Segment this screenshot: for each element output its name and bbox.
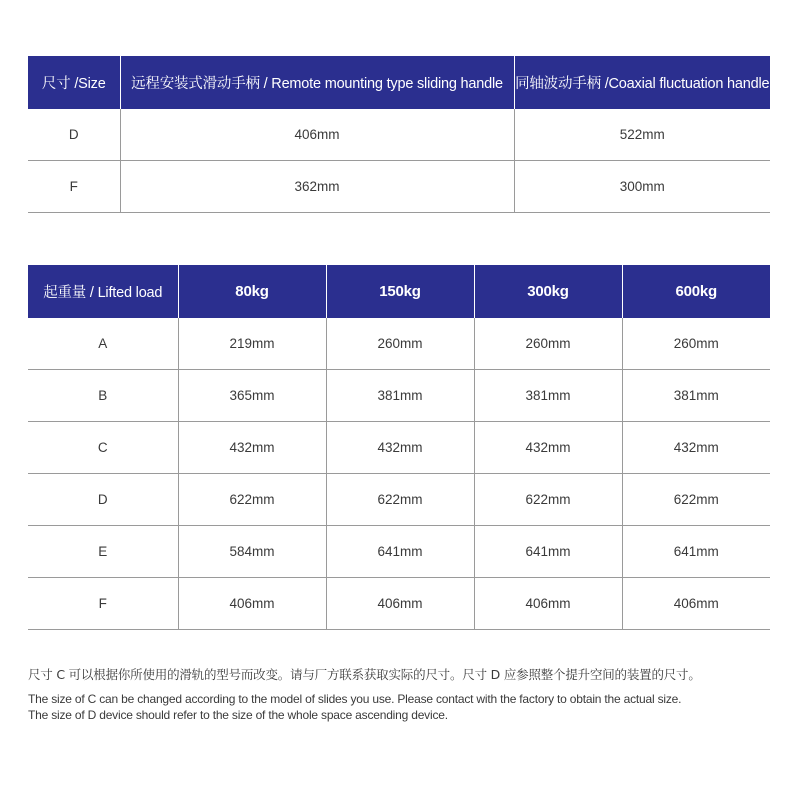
value-cell: 622mm <box>622 474 770 526</box>
row-label-cell: F <box>28 161 120 213</box>
load-header-cell: 300kg <box>474 265 622 318</box>
value-cell: 260mm <box>474 318 622 370</box>
value-cell: 381mm <box>622 370 770 422</box>
value-cell: 622mm <box>474 474 622 526</box>
value-cell: 260mm <box>326 318 474 370</box>
value-cell: 406mm <box>622 578 770 630</box>
row-label-cell: F <box>28 578 178 630</box>
value-cell: 406mm <box>120 109 514 161</box>
table-row <box>28 161 770 213</box>
value-cell: 406mm <box>326 578 474 630</box>
value-cell: 641mm <box>326 526 474 578</box>
load-header-cell: 起重量 / Lifted load <box>28 265 178 318</box>
value-cell: 260mm <box>622 318 770 370</box>
value-cell: 584mm <box>178 526 326 578</box>
value-cell: 219mm <box>178 318 326 370</box>
row-label-cell: D <box>28 109 120 161</box>
value-cell: 365mm <box>178 370 326 422</box>
table-row <box>28 370 770 422</box>
value-cell: 381mm <box>326 370 474 422</box>
size-table <box>28 56 770 213</box>
load-header-cell: 80kg <box>178 265 326 318</box>
value-cell: 641mm <box>474 526 622 578</box>
value-cell: 432mm <box>326 422 474 474</box>
load-table-header-row <box>28 265 770 318</box>
value-cell: 406mm <box>178 578 326 630</box>
row-label-cell: C <box>28 422 178 474</box>
footnotes <box>28 665 778 723</box>
value-cell: 622mm <box>326 474 474 526</box>
size-header-cell: 同轴波动手柄 /Coaxial fluctuation handle <box>514 56 770 109</box>
value-cell: 432mm <box>474 422 622 474</box>
size-header-cell: 远程安装式滑动手柄 / Remote mounting type sliding handle <box>120 56 514 109</box>
size-table-header-row <box>28 56 770 109</box>
value-cell: 622mm <box>178 474 326 526</box>
value-cell: 432mm <box>622 422 770 474</box>
value-cell: 381mm <box>474 370 622 422</box>
load-header-cell: 600kg <box>622 265 770 318</box>
row-label-cell: A <box>28 318 178 370</box>
row-label-cell: D <box>28 474 178 526</box>
value-cell: 522mm <box>514 109 770 161</box>
lifted-load-table <box>28 265 770 630</box>
table-row <box>28 109 770 161</box>
load-header-cell: 150kg <box>326 265 474 318</box>
row-label-cell: B <box>28 370 178 422</box>
value-cell: 362mm <box>120 161 514 213</box>
note-size-d: The size of D device should refer to the size of the whole space ascending device. <box>28 708 448 722</box>
row-label-cell: E <box>28 526 178 578</box>
note-chinese: 尺寸 C 可以根据你所使用的滑轨的型号而改变。请与厂方联系获取实际的尺寸。尺寸 D 应参照整个提升空间的装置的尺寸。 <box>28 667 701 682</box>
value-cell: 300mm <box>514 161 770 213</box>
value-cell: 432mm <box>178 422 326 474</box>
note-size-c: The size of C can be changed according to the model of slides you use. Please contact with the factory to obtain the actual size. <box>28 692 682 706</box>
table-row <box>28 526 770 578</box>
table-row <box>28 474 770 526</box>
table-row <box>28 422 770 474</box>
table-row <box>28 318 770 370</box>
value-cell: 406mm <box>474 578 622 630</box>
value-cell: 641mm <box>622 526 770 578</box>
table-row <box>28 578 770 630</box>
size-header-cell: 尺寸 /Size <box>28 56 120 109</box>
